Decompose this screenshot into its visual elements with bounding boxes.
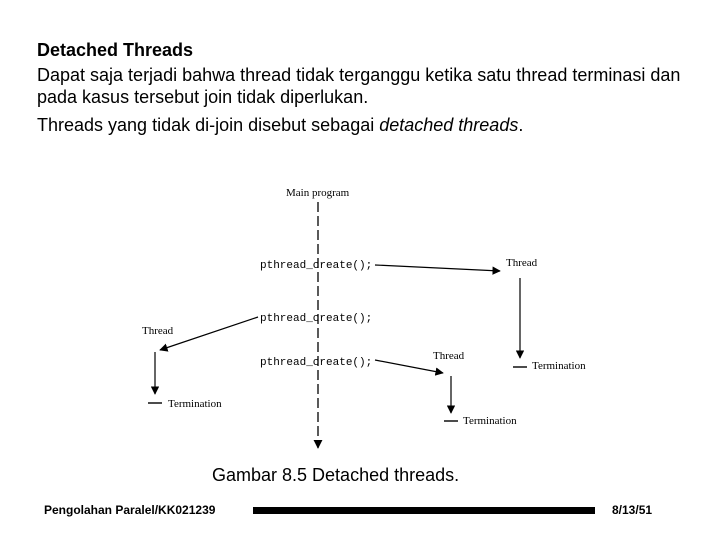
footer-divider [253, 507, 595, 514]
figure-caption: Gambar 8.5 Detached threads. [212, 465, 460, 485]
main-program-label: Main program [286, 187, 350, 199]
definition-prefix: Threads yang tidak di-join disebut sebagai [37, 115, 380, 135]
thread-label-mid: Thread [433, 350, 465, 362]
termination-label-right: Termination [532, 360, 586, 372]
pthread-create-call-3: pthread_create(); [260, 357, 373, 369]
definition-emphasis: detached threads [379, 115, 519, 135]
definition-suffix: . [518, 115, 524, 135]
paragraph-detached-intro: Dapat saja terjadi bahwa thread tidak terganggu ketika satu thread terminasi dan pada kasus tersebut join tidak diperlukan. [37, 65, 681, 107]
termination-label-mid: Termination [463, 415, 517, 427]
termination-label-left: Termination [168, 398, 222, 410]
slide-title: Detached Threads [37, 40, 194, 60]
spawn-arrow-right [375, 265, 500, 271]
thread-label-right: Thread [506, 257, 538, 269]
thread-label-left: Thread [142, 325, 174, 337]
spawn-arrow-left [160, 317, 258, 350]
footer-page-number: 8/13/51 [612, 503, 653, 517]
footer-course: Pengolahan Paralel/KK021239 [44, 503, 216, 517]
pthread-create-call-2: pthread_create(); [260, 313, 373, 325]
pthread-create-call-1: pthread_create(); [260, 260, 373, 272]
